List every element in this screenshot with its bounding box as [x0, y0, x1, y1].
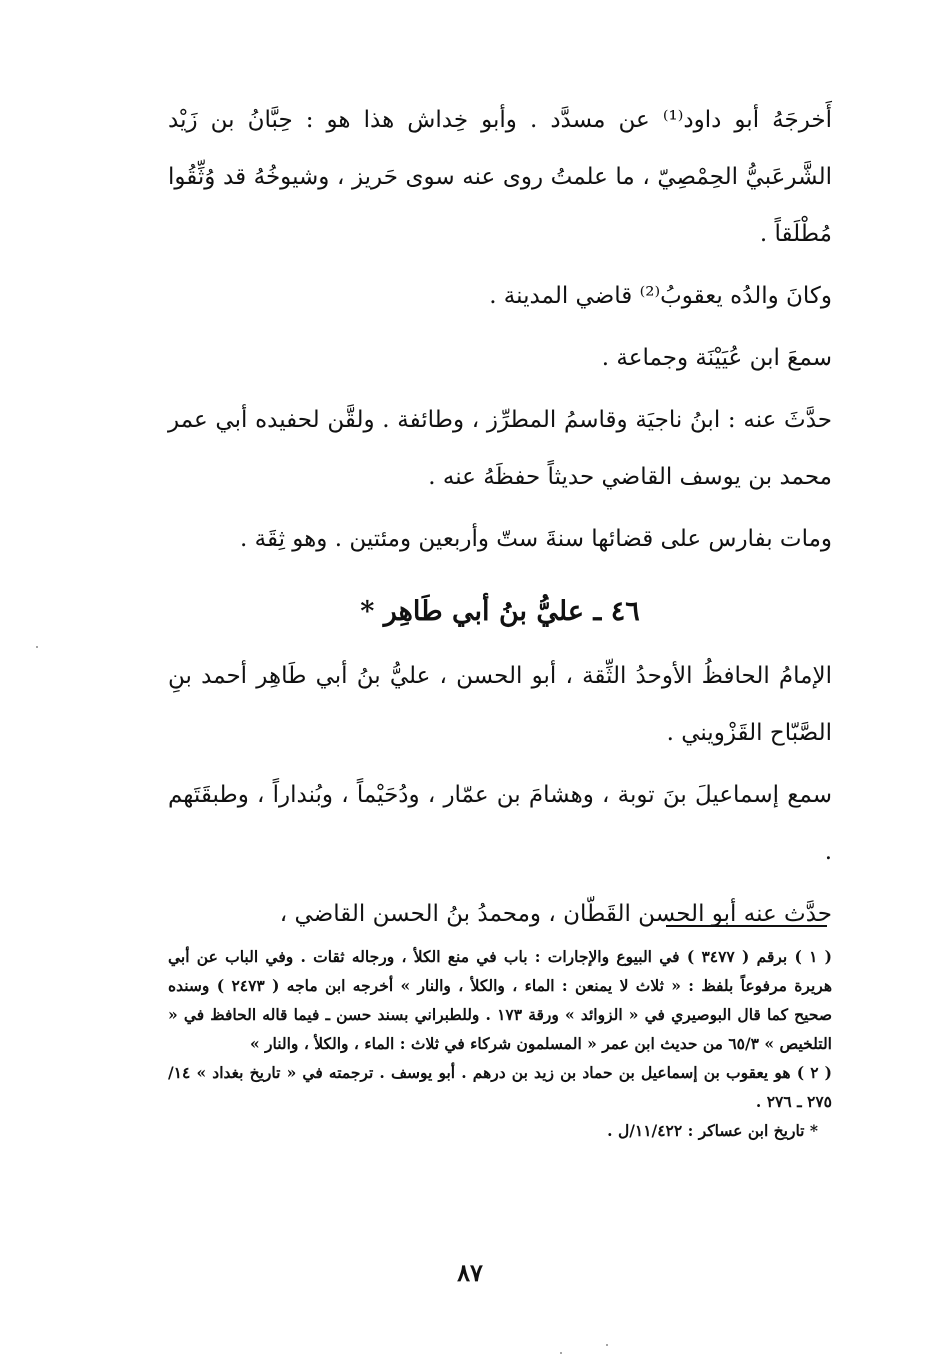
footnote-2: ( ٢ ) هو يعقوب بن إسماعيل بن حماد بن زيد بن درهم . أبو يوسف . ترجمته في « تاريخ بغداد » ١٤/ ٢٧٥ ـ ٢٧٦ .: [168, 1063, 832, 1111]
paragraph-narrated-from-him: حدَّثَ عنه : ابنُ ناجيَة وقاسمُ المطرِّز ، وطائفة . ولقَّن لحفيده أبي عمر محمد بن يوسف القاضي حديثاً حفظَهُ عنه .: [168, 407, 832, 490]
page-number: ٨٧: [457, 1258, 483, 1287]
paragraph-students: حدَّث عنه أبو الحسن القَطّان ، ومحمدُ بنُ الحسن القاضي ،: [279, 901, 832, 927]
scan-speck: [560, 1352, 562, 1354]
paragraph-imam-intro: الإمامُ الحافظُ الأوحدُ الثِّقة ، أبو الحسن ، عليُّ بنُ أبي طَاهِر أحمد بنِ الصَّبّاح القَزْويني .: [168, 663, 832, 746]
paragraph-heard-from: سمعَ ابن عُيَيْنَة وجماعة .: [601, 345, 832, 371]
scan-speck: [606, 1344, 608, 1346]
main-text: [168, 92, 832, 948]
footnote-source: * تاريخ ابن عساكر : ١١/٤٢٢/ل .: [607, 1121, 818, 1140]
paragraph-father-yaqub: وكانَ والدُه يعقوبُ⁽²⁾ قاضي المدينة .: [489, 283, 832, 309]
footnote-1: ( ١ ) برقم ( ٣٤٧٧ ) في البيوع والإجارات : باب في منع الكلأ ، ورجاله ثقات . وفي الباب عن أبي هريرة مرفوعاً بلفظ : « ثلاث لا يمنعن : الماء ، والكلأ ، والنار » أخرجه ابن ماجه ( ٢٤٧٣ ) وسنده صحيح كما قال البوصيري في « الزوائد » ورقة ١٧٣ . وللطبراني بسند حسن ـ فيما قاله الحافظ في « التلخيص » ٦٥/٣ من حديث ابن عمر « المسلمون شركاء في ثلاث : الماء ، والكلأ ، والنار »: [168, 947, 833, 1053]
paragraph-teachers: سمع إسماعيلَ بنَ توبة ، وهشامَ بن عمّار ، ودُحَيْماً ، وبُنداراً ، وطبقَتَهم .: [168, 782, 832, 865]
paragraph-abu-khidash: أَخرجَهُ أبو داود⁽¹⁾ عن مسدَّد . وأبو خِداش هذا هو : حِبَّانُ بن زَيْد الشَّرعَبيُّ الحِمْصِيّ ، ما علمتُ روى عنه سوى حَريز ، وشيوخُهُ قد وُثِّقُوا مُطْلَقاً .: [168, 107, 832, 247]
footnote-separator: [666, 925, 827, 927]
biography-heading: ٤٦ ـ عليُّ بنُ أبي طَاهِر *: [360, 596, 640, 627]
scan-speck: [36, 646, 38, 648]
paragraph-death: ومات بفارس على قضائها سنةَ ستّ وأربعين ومئتين . وهو ثِقَة .: [239, 526, 832, 552]
footnotes: [168, 942, 832, 1145]
